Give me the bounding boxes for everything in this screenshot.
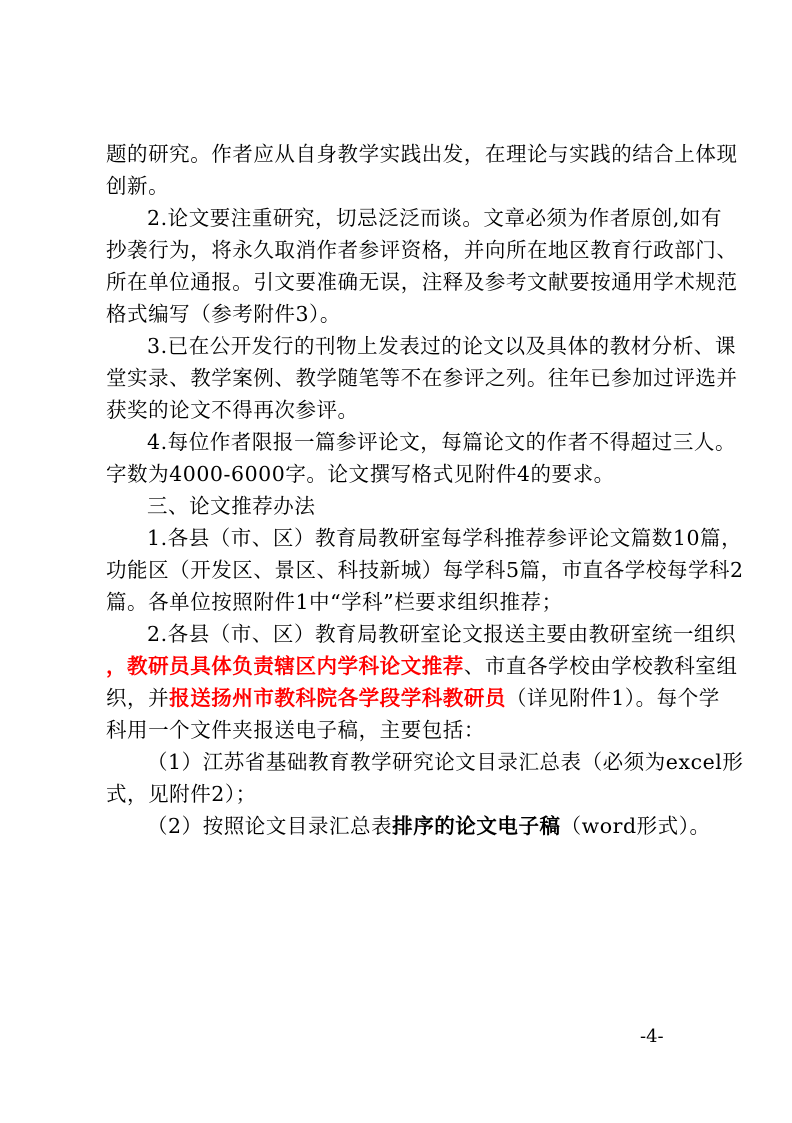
text-line: 抄袭行为，将永久取消作者参评资格，并向所在地区教育行政部门、 [106,238,738,262]
text-run: （详见附件1）。每个学 [505,686,720,710]
text-line: 创新。 [106,174,170,198]
text-line: 功能区（开发区、景区、科技新城）每学科5篇，市直各学校每学科2 [106,558,744,582]
text-line [106,682,720,714]
text-run: 织，并 [106,686,170,710]
highlight-bold: 排序的论文电子稿 [392,814,561,838]
text-run: 、市直各学校由学校教科室组 [463,654,738,678]
text-line: 2.论文要注重研究，切忌泛泛而谈。文章必须为作者原创,如有 [147,206,723,230]
text-line: 题的研究。作者应从自身教学实践出发，在理论与实践的结合上体现 [106,142,738,166]
text-run: （2）按照论文目录汇总表 [147,814,393,838]
text-line: 4.每位作者限报一篇参评论文，每篇论文的作者不得超过三人。 [147,430,737,454]
text-line [106,650,738,682]
text-line: 字数为4000-6000字。论文撰写格式见附件4的要求。 [106,462,615,486]
text-line: 科用一个文件夹报送电子稿，主要包括： [106,718,485,742]
text-line: 2.各县（市、区）教育局教研室论文报送主要由教研室统一组织 [147,622,737,646]
section-heading: 三、论文推荐办法 [147,494,316,518]
highlight-red: ，教研员具体负责辖区内学科论文推荐 [106,654,464,678]
text-run: （word形式）。 [560,814,711,838]
text-line: 格式编写（参考附件3）。 [106,302,341,326]
text-line: 式，见附件2）； [106,782,257,806]
text-line: 堂实录、教学案例、教学随笔等不在参评之列。往年已参加过评选并 [106,366,738,390]
text-line: （1）江苏省基础教育教学研究论文目录汇总表（必须为excel形 [147,750,744,774]
text-line: 篇。各单位按照附件1中“学科”栏要求组织推荐； [106,590,563,614]
highlight-red: 报送扬州市教科院各学段学科教研员 [169,686,506,710]
document-body [106,138,744,842]
text-line [106,810,711,842]
text-line: 所在单位通报。引文要准确无误，注释及参考文献要按通用学术规范 [106,270,738,294]
text-line: 1.各县（市、区）教育局教研室每学科推荐参评论文篇数10篇， [147,526,743,550]
text-line: 3.已在公开发行的刊物上发表过的论文以及具体的教材分析、课 [147,334,737,358]
page-number: -4- [640,1026,664,1047]
text-line: 获奖的论文不得再次参评。 [106,398,359,422]
